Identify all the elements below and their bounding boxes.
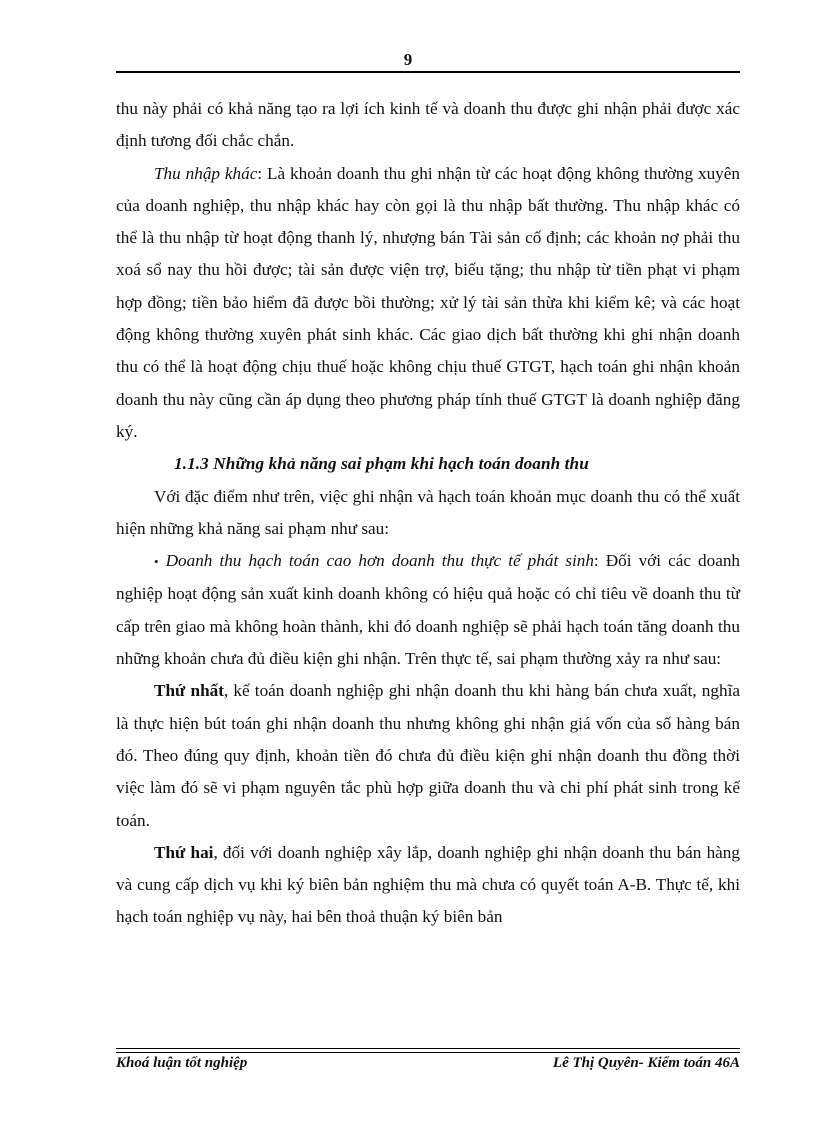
paragraph-continuation: thu này phải có khả năng tạo ra lợi ích kinh tế và doanh thu được ghi nhận phải được xác định tương đối chắc chắn. (116, 99, 740, 151)
footer-rule (116, 1048, 740, 1049)
term-second: Thứ hai (154, 842, 214, 862)
header-rule (116, 71, 740, 73)
term-first: Thứ nhất (154, 681, 224, 701)
section-heading: 1.1.3 Những khả năng sai phạm khi hạch toán doanh thu (174, 454, 589, 474)
footer-author: Lê Thị Quyên- Kiểm toán 46A (552, 1055, 740, 1071)
term-other-income: Thu nhập khác (154, 163, 258, 183)
footer-rule-double (116, 1052, 740, 1053)
page-body (116, 93, 740, 934)
paragraph-first-case-text: , kế toán doanh nghiệp ghi nhận doanh thu khi hàng bán chưa xuất, nghĩa là thực hiện bút toán ghi nhận doanh thu nhưng không ghi nhận giá vốn của số hàng bán đó. Theo đúng quy định, khoản tiền đó chưa đủ điều kiện ghi nhận doanh thu đồng thời việc làm đó sẽ vi phạm nguyên tắc phù hợp giữa doanh thu và chi phí phát sinh trong kế toán. (116, 681, 740, 830)
paragraph-second-case-text: , đối với doanh nghiệp xây lắp, doanh nghiệp ghi nhận doanh thu bán hàng và cung cấp dịch vụ khi ký biên bản nghiệm thu mà chưa có quyết toán A-B. Thực tế, khi hạch toán nghiệp vụ này, hai bên thoả thuận ký biên bản (116, 842, 740, 927)
footer-document-type: Khoá luận tốt nghiệp (116, 1055, 248, 1071)
paragraph-first-case (116, 675, 740, 836)
paragraph-second-case (116, 837, 740, 934)
paragraph-intro: Với đặc điểm như trên, việc ghi nhận và hạch toán khoản mục doanh thu có thể xuất hiện những khả năng sai phạm như sau: (116, 486, 740, 538)
term-overstated-revenue: Doanh thu hạch toán cao hơn doanh thu thực tế phát sinh (165, 551, 594, 571)
page-number: 9 (403, 50, 413, 69)
paragraph-overstated-revenue-text: : Đối với các doanh nghiệp hoạt động sản xuất kinh doanh không có hiệu quả hoặc có chỉ tiêu về doanh thu từ cấp trên giao mà không hoàn thành, khi đó doanh nghiệp sẽ phải hạch toán tăng doanh thu những khoản chưa đủ điều kiện ghi nhận. Trên thực tế, sai phạm thường xảy ra như sau: (116, 551, 741, 669)
paragraph-other-income-text: : Là khoản doanh thu ghi nhận từ các hoạt động không thường xuyên của doanh nghiệp, thu nhập khác hay còn gọi là thu nhập bất thường. Thu nhập khác có thể là thu nhập từ hoạt động thanh lý, nhượng bán Tài sản cố định; các khoản nợ phải thu xoá sổ nay thu hồi được; tài sản được viện trợ, biếu tặng; thu nhập từ tiền phạt vi phạm hợp đồng; tiền bảo hiểm đã được bồi thường; xử lý tài sản thừa khi kiểm kê; và các hoạt động không thường xuyên phát sinh khác. Các giao dịch bất thường khi ghi nhận doanh thu có thể là hoạt động chịu thuế hoặc không chịu thuế GTGT, hạch toán ghi nhận khoản doanh thu này cũng cần áp dụng theo phương pháp tính thuế GTGT là doanh nghiệp đăng ký. (116, 163, 740, 441)
paragraph-overstated-revenue (116, 545, 740, 675)
paragraph-other-income (116, 158, 740, 449)
bullet-icon: • (154, 554, 159, 570)
